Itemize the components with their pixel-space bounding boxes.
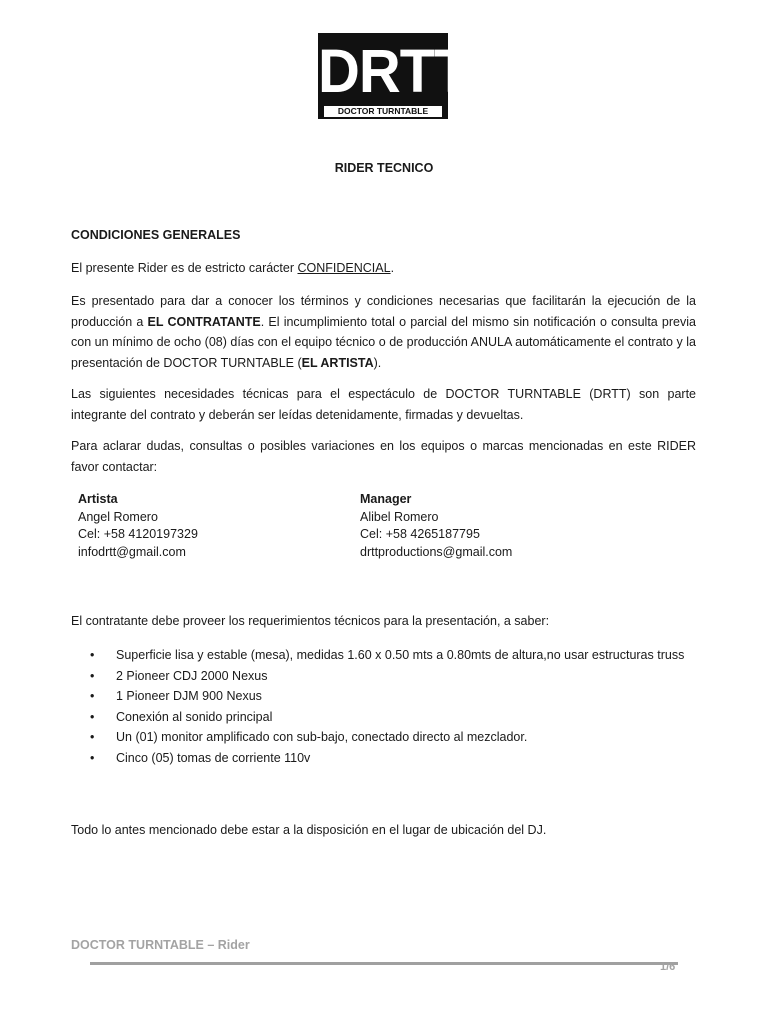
p2-part1: Es presentado para dar a conocer los términos y condiciones necesarias que facilitarán la ejecución de la producción a — [71, 294, 696, 329]
document-title: RIDER TECNICO — [334, 161, 434, 175]
page-number: 1/6 — [660, 961, 676, 973]
bullet-icon: • — [90, 668, 95, 683]
p2-part3: ). — [373, 355, 382, 370]
p1-before: El presente Rider es de estricto carácter — [71, 261, 298, 275]
list-item-text: Cinco (05) tomas de corriente 110v — [116, 750, 311, 765]
artist-heading: Artista — [78, 492, 118, 506]
logo-letters: DRTT — [318, 37, 469, 106]
list-item — [90, 707, 684, 728]
el-contratante-bold: EL CONTRATANTE — [147, 314, 261, 329]
manager-name: Alibel Romero — [360, 509, 439, 524]
list-item — [90, 727, 684, 748]
list-item — [90, 686, 684, 707]
bullet-icon: • — [90, 689, 95, 703]
manager-contact — [360, 491, 512, 562]
list-item-text: 2 Pioneer CDJ 2000 Nexus — [116, 668, 268, 683]
manager-heading: Manager — [360, 492, 412, 506]
p2-part2: . El incumplimiento total o parcial del mismo sin notificación o consulta previa con un mínimo de ocho (08) días con el equipo técnico o de producción ANULA automáticamente el contrato y la presentación de DOCTOR TURNTABLE ( — [71, 314, 696, 370]
list-item — [90, 645, 684, 666]
manager-phone: Cel: +58 4265187795 — [360, 527, 480, 542]
section-heading: CONDICIONES GENERALES — [71, 228, 241, 242]
p1-after: . — [390, 261, 395, 275]
paragraph-confidential — [71, 258, 696, 279]
bullet-icon: • — [90, 648, 95, 662]
list-item — [90, 666, 684, 687]
requirements-list — [90, 645, 684, 768]
drtt-logo — [318, 33, 469, 119]
paragraph-closing: Todo lo antes mencionado debe estar a la disposición en el lugar de ubicación del DJ. — [71, 823, 547, 837]
artist-email: infodrtt@gmail.com — [78, 545, 186, 560]
list-item-text: Superficie lisa y estable (mesa), medidas 1.60 x 0.50 mts a 0.80mts de altura,no usar estructuras truss — [116, 648, 685, 662]
manager-email: drttproductions@gmail.com — [360, 545, 513, 560]
artist-phone: Cel: +58 4120197329 — [78, 527, 198, 542]
footer-title: DOCTOR TURNTABLE – Rider — [71, 938, 250, 952]
bullet-icon: • — [90, 709, 95, 724]
list-item-text: 1 Pioneer DJM 900 Nexus — [116, 689, 262, 703]
artist-contact — [78, 491, 198, 562]
paragraph-conditions — [71, 291, 696, 373]
logo-subtitle: DOCTOR TURNTABLE — [324, 106, 442, 117]
paragraph-requirements: El contratante debe proveer los requerimientos técnicos para la presentación, a saber: — [71, 614, 550, 628]
paragraph-technical-needs: Las siguientes necesidades técnicas para el espectáculo de DOCTOR TURNTABLE (DRTT) son parte integrante del contrato y deberán ser leídas detenidamente, firmadas y devueltas. — [71, 387, 696, 422]
paragraph-contact: Para aclarar dudas, consultas o posibles variaciones en los equipos o marcas mencionadas en este RIDER favor contactar: — [71, 439, 696, 474]
confidential-text: CONFIDENCIAL — [297, 261, 391, 275]
list-item-text: Conexión al sonido principal — [116, 709, 273, 724]
list-item-text: Un (01) monitor amplificado con sub-bajo, conectado directo al mezclador. — [116, 730, 528, 744]
bullet-icon: • — [90, 750, 95, 765]
artist-name: Angel Romero — [78, 509, 158, 524]
el-artista-bold: EL ARTISTA — [301, 355, 374, 370]
footer-divider — [90, 962, 678, 965]
list-item — [90, 748, 684, 769]
bullet-icon: • — [90, 730, 95, 744]
